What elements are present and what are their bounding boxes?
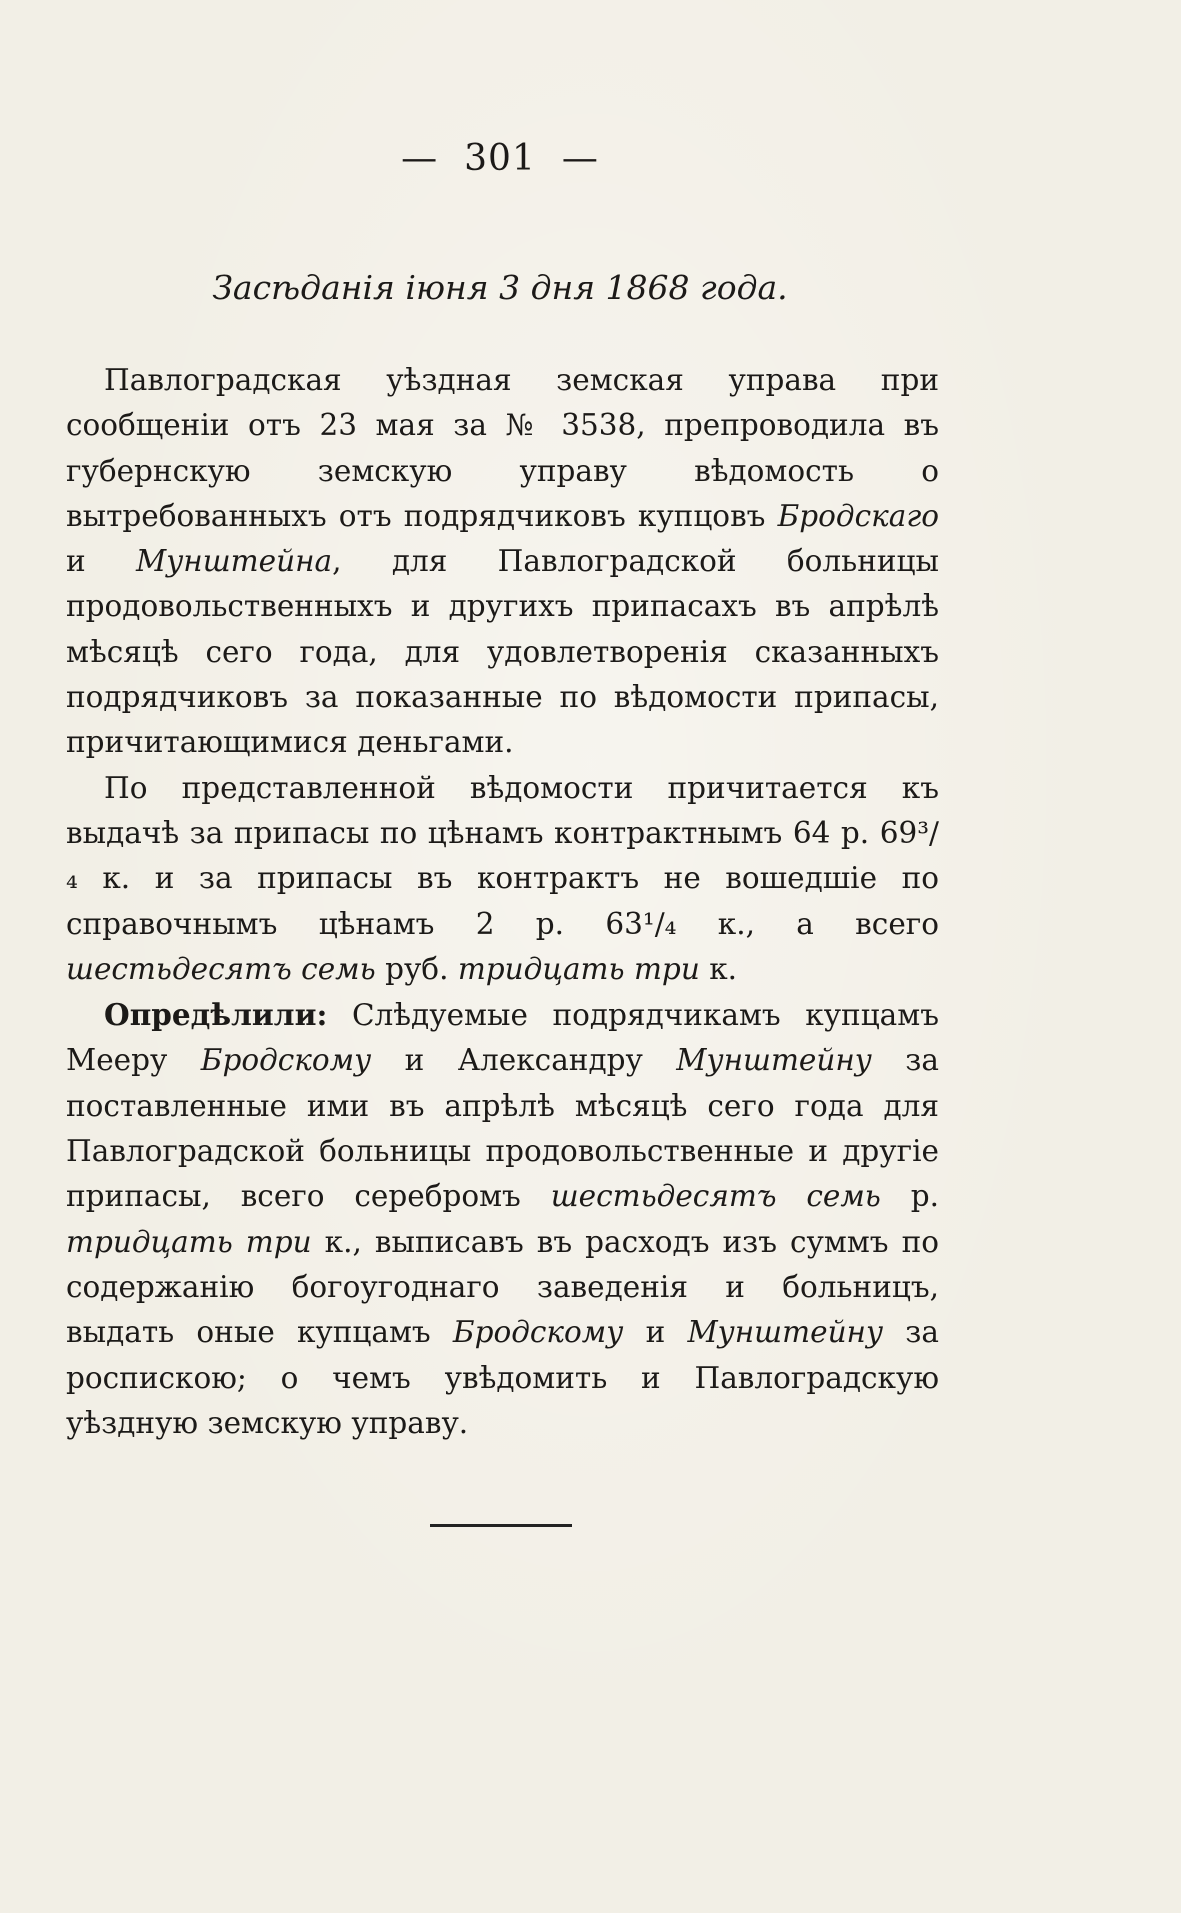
p2-text-1: По представленной вѣдомости причитается къ выдачѣ за припасы по цѣнамъ контрактнымъ 64 р. 69³/₄ к. и за припасы въ контрактъ не вошедшіе по справочнымъ цѣнамъ 2 р. 63¹/₄ к., а всего — [66, 770, 939, 941]
p3-text-5: к., выписавъ въ расходъ изъ суммъ по содержанію богоугоднаго заведенія и больницъ, выдать оные купцамъ — [66, 1224, 939, 1350]
end-rule — [430, 1524, 572, 1527]
p1-text-2: и — [66, 544, 136, 579]
p3-name-brodsky-2: Бродскому — [452, 1315, 624, 1350]
p3-text-1: Слѣдуемые подрядчикамъ купцамъ Мееру — [66, 998, 939, 1078]
header-dash-left: — — [401, 138, 439, 179]
p3-sum-words: шестьдесятъ семь — [550, 1179, 881, 1214]
p1-name-brodsky: Бродскаго — [777, 498, 939, 533]
p2-sum-kopecks: тридцать три — [457, 951, 700, 986]
resolution-label: Опредѣлили: — [104, 997, 328, 1033]
page-number: 301 — [464, 138, 536, 179]
p2-sum-words: шестьдесятъ семь — [66, 951, 376, 986]
header-dash-right: — — [561, 138, 599, 179]
p3-name-munshtein: Мунштейну — [676, 1043, 872, 1078]
p2-text-3: к. — [699, 951, 738, 986]
p3-name-brodsky: Бродскому — [200, 1043, 372, 1078]
paragraph-3 — [66, 992, 939, 1446]
p1-name-munshtein: Мунштейна — [135, 544, 333, 579]
paragraph-2 — [66, 766, 939, 992]
p3-text-6: и — [623, 1315, 688, 1350]
p1-text-3: , для Павлоградской больницы продовольственныхъ и другихъ припасахъ въ апрѣлѣ мѣсяцѣ сего года, для удовлетворенія сказанныхъ подрядчиковъ за показанные по вѣдомости припасы, причитающимися деньгами. — [66, 544, 939, 760]
p1-text-1: Павлоградская уѣздная земская управа при сообщеніи отъ 23 мая за № 3538, препроводила въ губернскую земскую управу вѣдомость о вытребованныхъ отъ подрядчиковъ купцовъ — [66, 363, 939, 533]
p3-sum-kopecks: тридцать три — [66, 1224, 312, 1259]
page-header — [0, 138, 1000, 179]
document-body — [66, 358, 939, 1446]
p3-text-3: за поставленные ими въ апрѣлѣ мѣсяцѣ сего года для Павлоградской больницы продовольственные и другіе припасы, всего серебромъ — [66, 1043, 939, 1214]
paragraph-1 — [66, 358, 939, 766]
session-title: Засѣданія іюня 3 дня 1868 года. — [212, 268, 788, 307]
p3-text-7: за роспискою; о чемъ увѣдомить и Павлоградскую уѣздную земскую управу. — [66, 1315, 939, 1440]
p2-text-2: руб. — [375, 951, 458, 986]
p3-text-2: и Александру — [371, 1043, 677, 1078]
p3-text-4: р. — [880, 1179, 939, 1214]
p3-name-munshtein-2: Мунштейну — [687, 1315, 884, 1350]
